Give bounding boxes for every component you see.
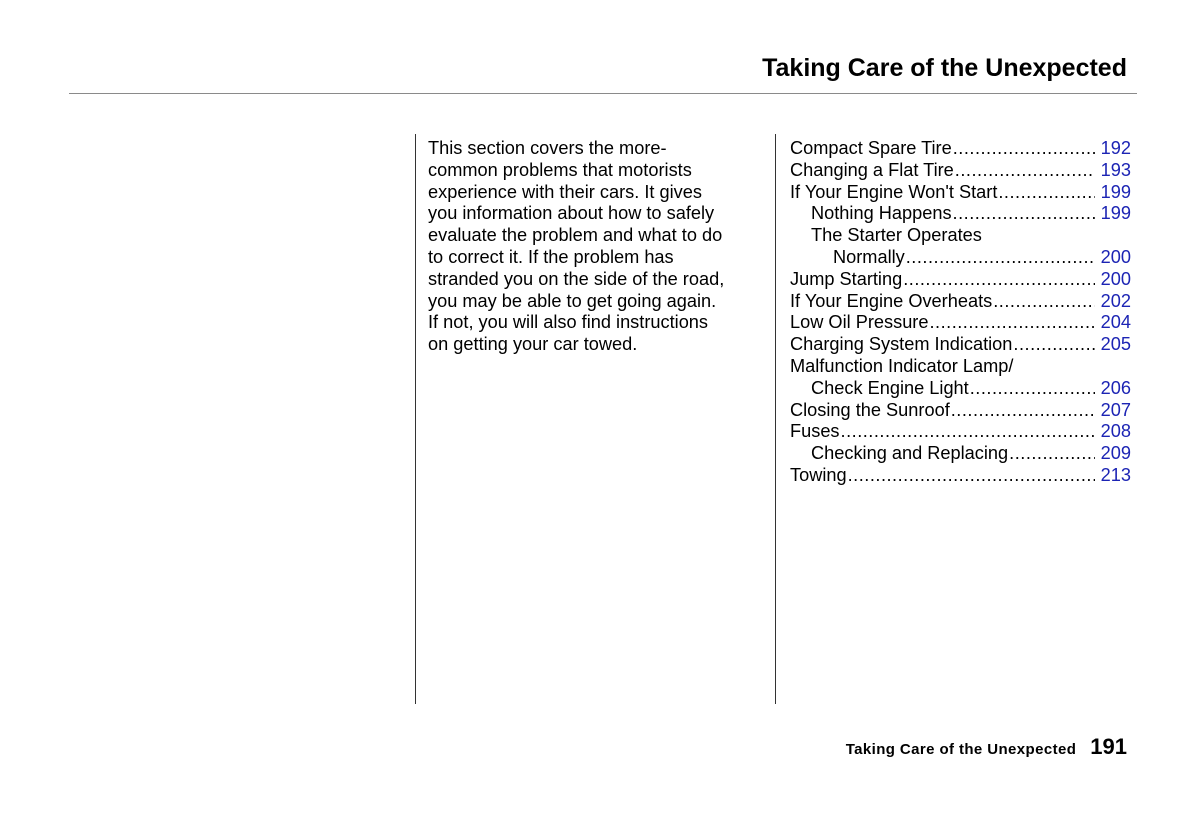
toc-leader-dots [841, 421, 1095, 443]
toc-leader-dots [998, 182, 1095, 204]
toc-page-link[interactable]: 205 [1100, 334, 1131, 355]
toc-page-link[interactable]: 199 [1100, 203, 1131, 224]
toc-page-link[interactable]: 193 [1100, 159, 1131, 180]
toc-page-link[interactable]: 208 [1100, 421, 1131, 442]
intro-line: evaluate the problem and what to do [428, 225, 723, 246]
toc-entry-malfunction-indicator[interactable] [790, 356, 1131, 378]
intro-line: you information about how to safely [428, 203, 715, 224]
page-title: Taking Care of the Unexpected [762, 54, 1127, 82]
middle-column-divider [775, 134, 776, 704]
toc-entry-label[interactable]: Changing a Flat Tire [790, 159, 954, 180]
toc-entry-nothing-happens[interactable] [790, 203, 1131, 225]
toc-entry-checking-replacing[interactable] [790, 443, 1131, 465]
toc-entry-label[interactable]: Jump Starting [790, 268, 903, 289]
toc-leader-dots [993, 291, 1095, 313]
toc-entry-label[interactable]: Closing the Sunroof [790, 399, 950, 420]
intro-line: on getting your car towed. [428, 334, 638, 355]
intro-line: If not, you will also find instructions [428, 312, 709, 333]
header-divider [69, 93, 1137, 94]
toc-leader-dots [953, 138, 1095, 160]
toc-entry-label[interactable]: If Your Engine Overheats [790, 290, 993, 311]
toc-leader-dots [848, 465, 1095, 487]
toc-entry-jump-starting[interactable] [790, 269, 1131, 291]
footer-section-label: Taking Care of the Unexpected [845, 741, 1077, 758]
toc-page-link[interactable]: 209 [1100, 443, 1131, 464]
toc-entry-low-oil-pressure[interactable] [790, 312, 1131, 334]
toc-leader-dots [970, 378, 1095, 400]
toc-entry-changing-flat-tire[interactable] [790, 160, 1131, 182]
toc-page-link[interactable]: 192 [1100, 138, 1131, 158]
toc-entry-compact-spare-tire[interactable] [790, 138, 1131, 160]
toc-page-link[interactable]: 206 [1100, 377, 1131, 398]
toc-entry-label[interactable]: Compact Spare Tire [790, 138, 952, 158]
toc-leader-dots [929, 312, 1095, 334]
table-of-contents [790, 138, 1131, 487]
toc-entry-label[interactable]: Low Oil Pressure [790, 312, 929, 333]
intro-paragraph [428, 138, 768, 356]
toc-entry-fuses[interactable] [790, 421, 1131, 443]
toc-entry-label[interactable]: Normally [833, 246, 905, 267]
toc-entry-label[interactable]: Towing [790, 464, 847, 485]
toc-entry-label[interactable]: Check Engine Light [811, 377, 969, 398]
footer-page-number: 191 [1090, 734, 1127, 759]
intro-line: This section covers the more- [428, 138, 667, 158]
toc-page-link[interactable]: 199 [1100, 181, 1131, 202]
toc-entry-starter-operates[interactable] [790, 225, 1131, 247]
toc-entry-check-engine-light[interactable] [790, 378, 1131, 400]
intro-line: common problems that motorists [428, 159, 692, 180]
toc-entry-label[interactable]: Malfunction Indicator Lamp/ [790, 355, 1014, 376]
toc-entry-normally[interactable] [790, 247, 1131, 269]
toc-entry-towing[interactable] [790, 465, 1131, 487]
toc-page-link[interactable]: 202 [1100, 290, 1131, 311]
toc-page-link[interactable]: 207 [1100, 399, 1131, 420]
intro-line: stranded you on the side of the road, [428, 268, 725, 289]
toc-entry-charging-system[interactable] [790, 334, 1131, 356]
toc-entry-label[interactable]: Charging System Indication [790, 334, 1013, 355]
intro-line: to correct it. If the problem has [428, 246, 674, 267]
toc-leader-dots [1013, 334, 1095, 356]
toc-entry-label[interactable]: Nothing Happens [811, 203, 952, 224]
toc-entry-label[interactable]: Fuses [790, 421, 840, 442]
intro-line: experience with their cars. It gives [428, 181, 702, 202]
toc-leader-dots [903, 269, 1095, 291]
toc-entry-engine-wont-start[interactable] [790, 182, 1131, 204]
toc-entry-label[interactable]: If Your Engine Won't Start [790, 181, 998, 202]
toc-leader-dots [955, 160, 1095, 182]
page-footer [846, 734, 1127, 760]
toc-entry-label[interactable]: The Starter Operates [811, 225, 982, 246]
toc-entry-engine-overheats[interactable] [790, 291, 1131, 313]
toc-leader-dots [953, 203, 1095, 225]
toc-leader-dots [951, 400, 1095, 422]
toc-page-link[interactable]: 204 [1100, 312, 1131, 333]
toc-page-link[interactable]: 200 [1100, 268, 1131, 289]
toc-entry-closing-sunroof[interactable] [790, 400, 1131, 422]
intro-line: you may be able to get going again. [428, 290, 717, 311]
toc-leader-dots [1009, 443, 1095, 465]
toc-leader-dots [906, 247, 1095, 269]
toc-entry-label[interactable]: Checking and Replacing [811, 443, 1009, 464]
toc-page-link[interactable]: 213 [1100, 464, 1131, 485]
left-column-divider [415, 134, 416, 704]
toc-page-link[interactable]: 200 [1100, 246, 1131, 267]
